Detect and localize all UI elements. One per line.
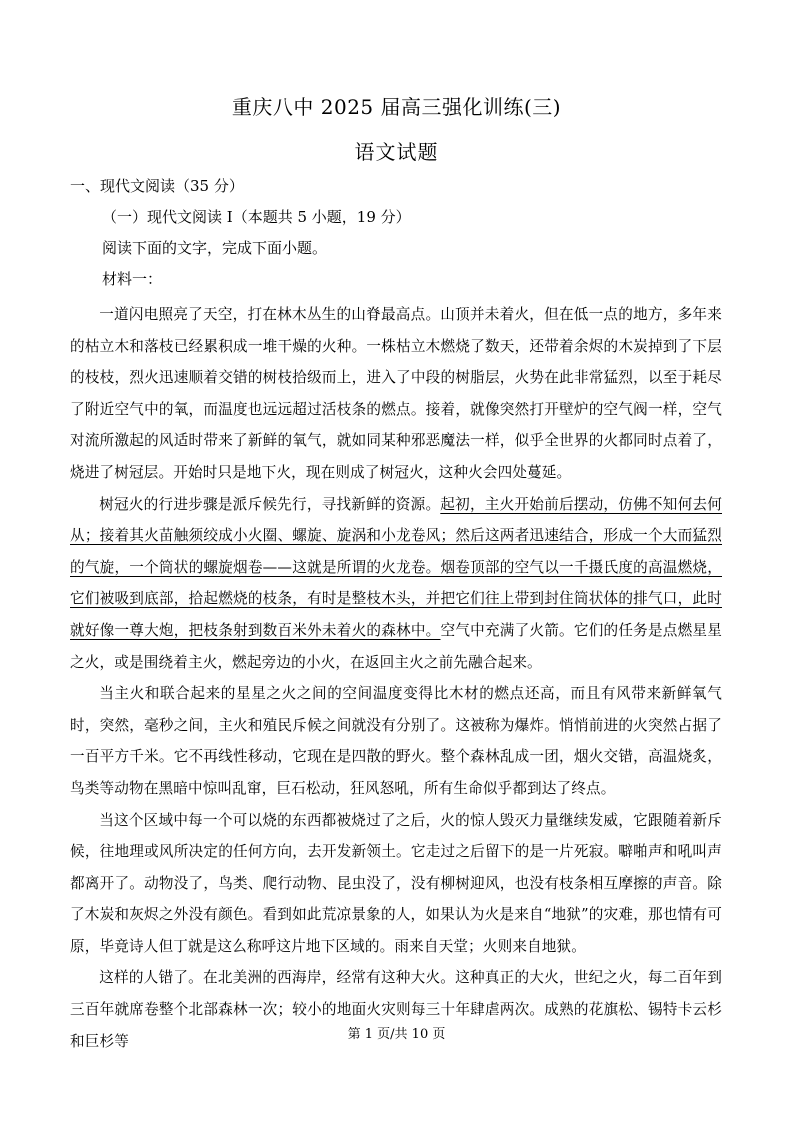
paragraph-5: 这样的人错了。在北美洲的西海岸，经常有这种大火。这种真正的大火，世纪之火，每二百年到三百年就席卷整个北部森林一次；较小的地面火灾则每三十年肆虐两次。成熟的花旗松、锡特卡云杉和巨杉等 xyxy=(70,969,722,1050)
paragraph-2-lead: 树冠火的行进步骤是派斥候先行，寻找新鲜的资源。 xyxy=(99,495,441,513)
paragraph-2 xyxy=(70,489,722,679)
page-subtitle: 语文试题 xyxy=(354,140,439,164)
paragraph-4: 当这个区域中每一个可以烧的东西都被烧过了之后，火的惊人毁灭力量继续发威，它跟随着新斥候，往地理或风所决定的任何方向，去开发新领土。它走过之后留下的是一片死寂。噼啪声和吼叫声都离开了。动物没了，鸟类、爬行动物、昆虫没了，没有柳树迎风，也没有枝条相互摩擦的声音。除了木炭和灰烬之外没有颜色。看到如此荒凉景象的人，如果认为火是来自“地狱”的灾难，那也情有可原，毕竟诗人但丁就是这么称呼这片地下区域的。雨来自天堂；火则来自地狱。 xyxy=(70,811,722,955)
reading-instruction: 阅读下面的文字，完成下面小题。 xyxy=(102,239,328,257)
paragraph-3: 当主火和联合起来的星星之火之间的空间温度变得比木材的燃点还高，而且有风带来新鲜氧气时，突然，毫秒之间，主火和殖民斥候之间就没有分别了。这被称为爆炸。悄悄前进的火突然占据了一百平方千米。它不再线性移动，它现在是四散的野火。整个森林乱成一团，烟火交错，高温烧炙，鸟类等动物在黑暗中惊叫乱窜，巨石松动，狂风怒吼，所有生命似乎都到达了终点。 xyxy=(70,685,722,797)
paragraph-2-tail: 空气中充满了火箭。它们的任务是点燃星星之火，或是围绕着主火，燃起旁边的小火，在返回主火之前先融合起来。 xyxy=(70,621,722,671)
section-heading: 一、现代文阅读（35 分） xyxy=(70,177,244,195)
material-body xyxy=(70,299,722,1057)
underlined-passage: 起初，主火开始前后摆动，仿佛不知何去何从；接着其火苗触须绞成小火圈、螺旋、旋涡和小龙卷风；然后这两者迅速结合，形成一个大而猛烈的气旋，一个筒状的螺旋烟卷——这就是所谓的火龙卷。烟卷顶部的空气以一千摄氏度的高温燃烧，它们被吸到底部，拾起燃烧的枝条，有时是整枝木头，并把它们往上带到封住筒状体的排气口，此时就好像一尊大炮，把枝条射到数百米外未着火的森林中。 xyxy=(70,495,722,639)
material-label: 材料一： xyxy=(102,270,163,288)
sub-section-heading: （一）现代文阅读 I（本题共 5 小题，19 分） xyxy=(102,208,411,226)
paragraph-1: 一道闪电照亮了天空，打在林木丛生的山脊最高点。山顶并未着火，但在低一点的地方，多年来的枯立木和落枝已经累积成一堆干燥的火种。一株枯立木燃烧了数天，还带着余烬的木炭掉到了下层的枝枝，烈火迅速顺着交错的树枝拾级而上，进入了中段的树脂层，火势在此非常猛烈，以至于耗尽了附近空气中的氧，而温度也远远超过活枝条的燃点。接着，就像突然打开壁炉的空气阀一样，空气对流所激起的风适时带来了新鲜的氧气，就如同某种邪恶魔法一样，似乎全世界的火都同时点着了，烧进了树冠层。开始时只是地下火，现在则成了树冠火，这种火会四处蔓延。 xyxy=(70,306,722,481)
page-title: 重庆八中 2025 届高三强化训练(三) xyxy=(231,95,562,119)
page-number: 第 1 页/共 10 页 xyxy=(347,1027,446,1042)
